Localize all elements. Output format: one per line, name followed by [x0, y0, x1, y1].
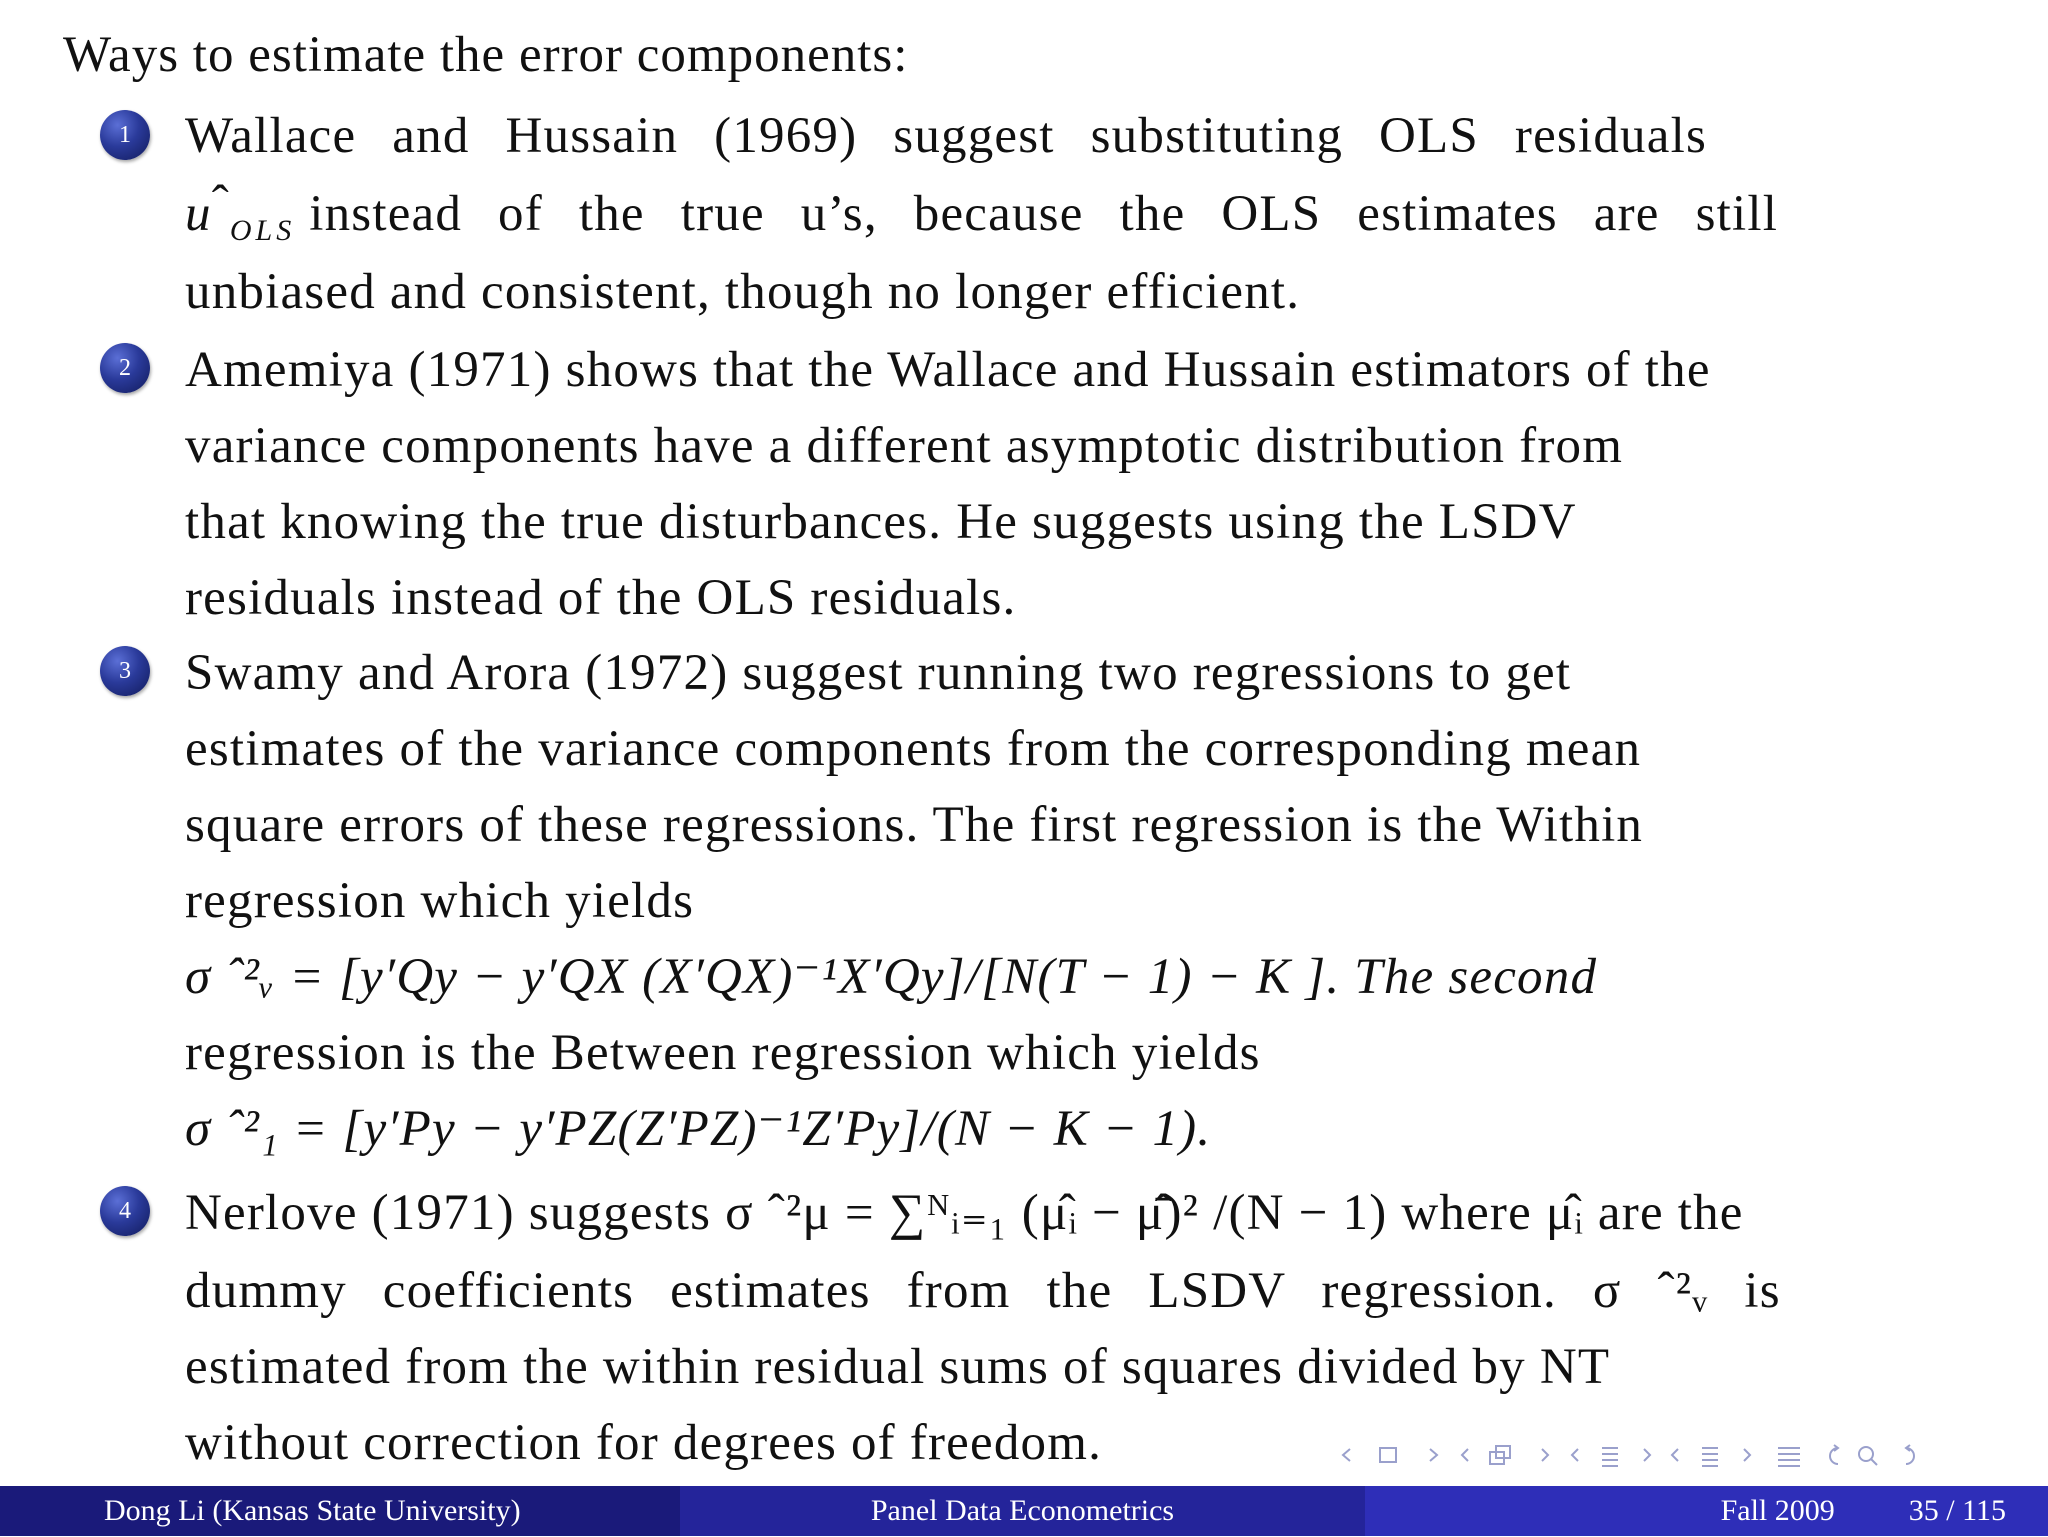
footer-bar: [0, 1486, 2048, 1536]
footer-author: Dong Li (Kansas State University): [0, 1486, 680, 1536]
item-3-line-1: Swamy and Arora (1972) suggest running two regressions to get: [185, 645, 1572, 701]
item-4-line-4: without correction for degrees of freedom.: [185, 1415, 1103, 1471]
beamer-navigation: [1340, 1434, 1920, 1476]
item-1-line-1: Wallace and Hussain (1969) suggest substituting OLS residuals: [185, 108, 1707, 164]
enum-bullet-4: 4: [100, 1186, 150, 1236]
item-3-line-2: estimates of the variance components from the corresponding mean: [185, 721, 1642, 777]
footer-title: Panel Data Econometrics: [680, 1486, 1365, 1536]
item-2-line-1: Amemiya (1971) shows that the Wallace and Hussain estimators of the: [185, 342, 1711, 398]
enum-bullet-2: 2: [100, 343, 150, 393]
nav-subsection-icon[interactable]: [1460, 1440, 1560, 1470]
item-2-line-2: variance components have a different asymptotic distribution from: [185, 418, 1624, 474]
item-4-line-1: Nerlove (1971) suggests σ ˆ²μ = ∑ᴺᵢ₌₁ (μ̂ᵢ − μ̄̂)² /(N − 1) where μ̂ᵢ are the: [185, 1185, 1744, 1241]
item-1-line-2: [185, 176, 1779, 247]
item-1-line-2-text: instead of the true u’s, because the OLS estimates are still: [309, 186, 1779, 242]
nav-frame-icon[interactable]: [1340, 1440, 1450, 1470]
hat-symbol: ˆ: [211, 176, 230, 232]
item-4-line-2: dummy coefficients estimates from the LSDV regression. σ ˆ²ᵥ is: [185, 1263, 1781, 1319]
within-variance-formula: σ ˆ²ᵥ = [y′Qy − y′QX (X′QX)⁻¹X′Qy]/[N(T − 1) − K ]. The second: [185, 949, 1598, 1005]
item-2-line-3: that knowing the true disturbances. He suggests using the LSDV: [185, 494, 1577, 550]
slide-intro: Ways to estimate the error components:: [63, 27, 909, 83]
item-3-line-3: square errors of these regressions. The first regression is the Within: [185, 797, 1644, 853]
item-4-line-3: estimated from the within residual sums of squares divided by NT: [185, 1339, 1611, 1395]
nav-doc-icon[interactable]: [1670, 1440, 1760, 1470]
nav-section-icon[interactable]: [1570, 1440, 1660, 1470]
footer-date: Fall 2009: [1720, 1494, 1835, 1527]
nav-search-icon[interactable]: [1820, 1440, 1920, 1470]
enum-bullet-1: 1: [100, 110, 150, 160]
ols-subscript: OLS: [229, 214, 296, 247]
item-3-line-6: regression is the Between regression which yields: [185, 1025, 1261, 1081]
item-1-line-3: unbiased and consistent, though no longer efficient.: [185, 264, 1301, 320]
item-2-line-4: residuals instead of the OLS residuals.: [185, 570, 1017, 626]
between-variance-formula: σ ˆ²₁ = [y′Py − y′PZ(Z′PZ)⁻¹Z′Py]/(N − K − 1).: [185, 1101, 1212, 1157]
u-symbol: u: [185, 186, 212, 242]
item-3-line-4: regression which yields: [185, 873, 695, 929]
nav-menu-icon[interactable]: [1770, 1440, 1810, 1470]
footer-page-number: 35 / 115: [1908, 1494, 2006, 1527]
enum-bullet-3: 3: [100, 646, 150, 696]
footer-right: [1365, 1486, 2048, 1536]
